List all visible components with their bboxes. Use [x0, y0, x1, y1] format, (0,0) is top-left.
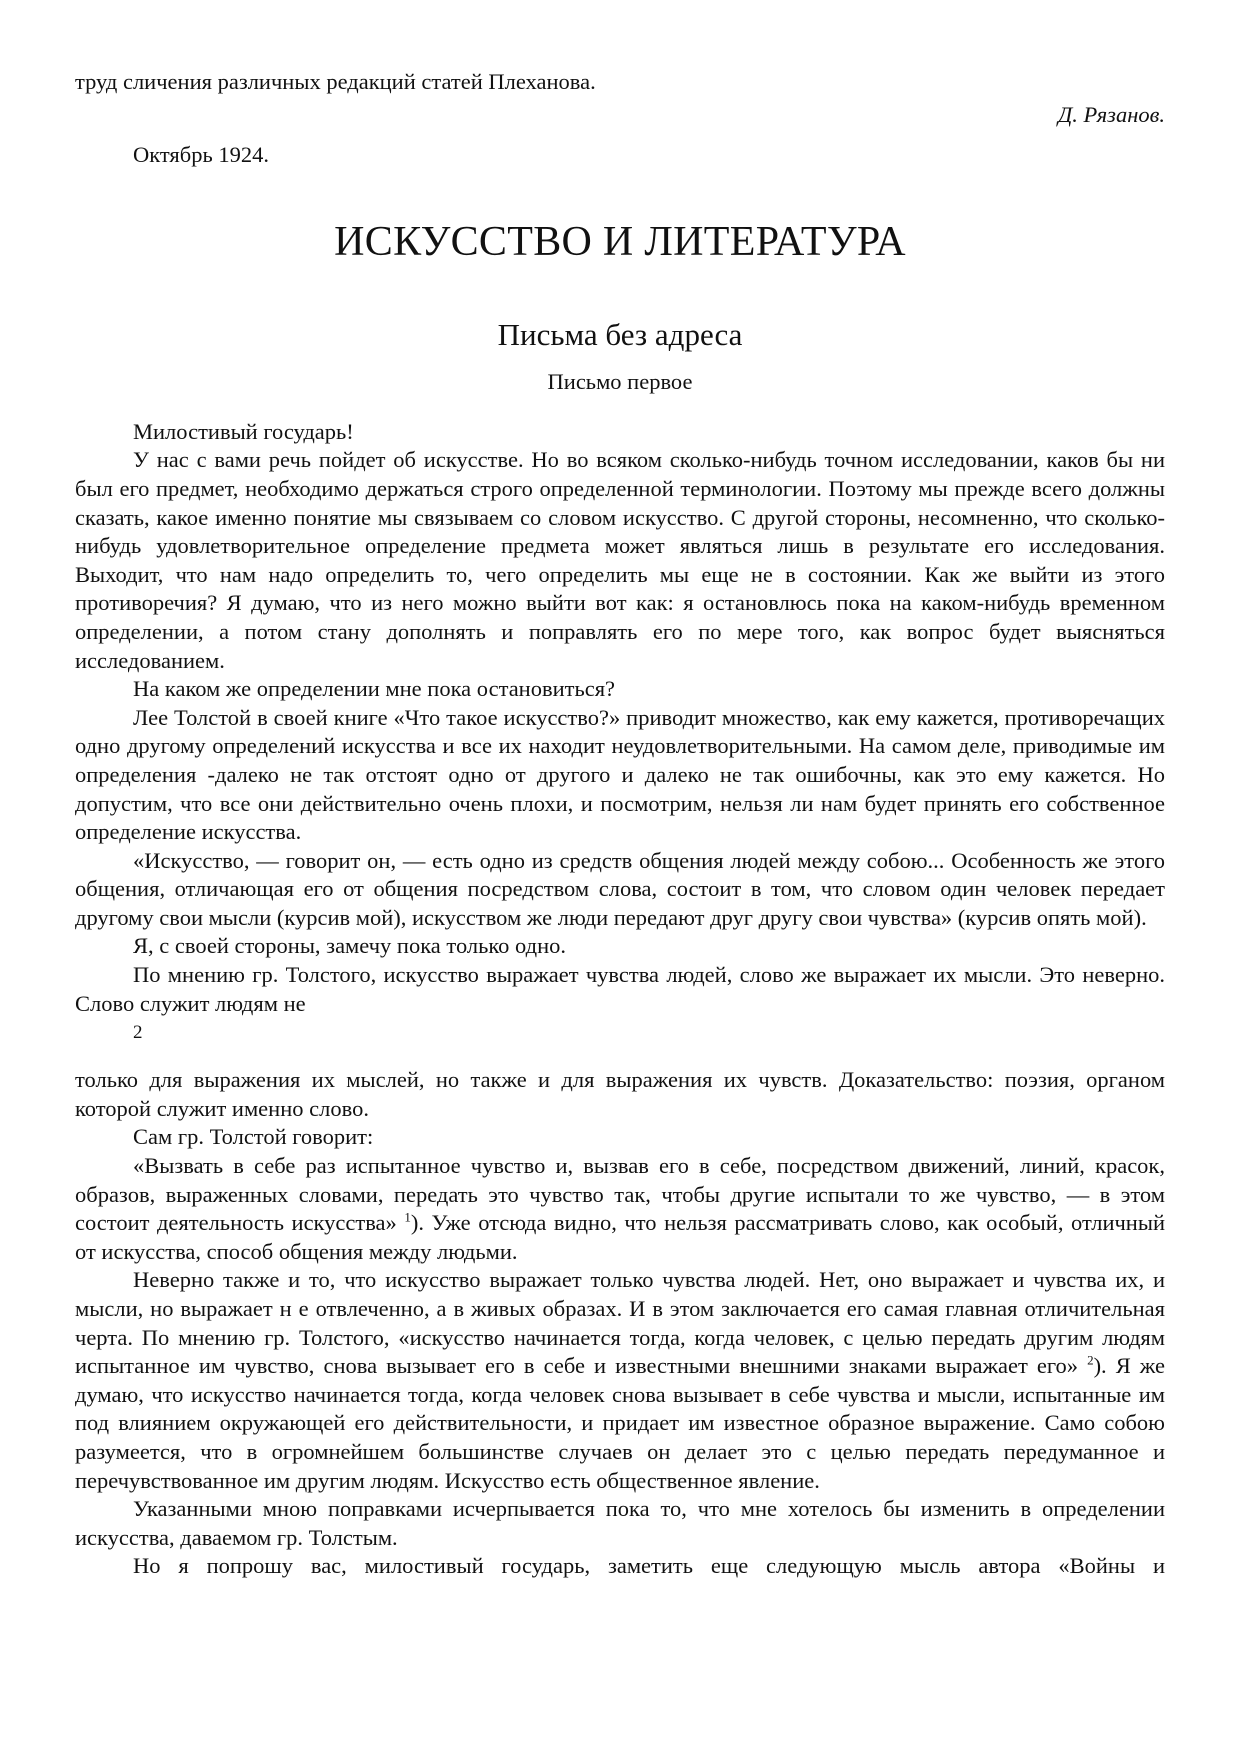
paragraph-text-continuation: ). Я же думаю, что искусство начинается тогда, когда человек снова вызывает в себе чувства и мысли, испытанные им под влиянием окружающей его действительности, и придает им известное образное выражение. Само собою разумеется, что в огромнейшем большинстве случаев он делает это с целью передать передуманное и перечувствованное им другим людям. Искусство есть общественное явление.: [75, 1353, 1165, 1493]
document-page: [75, 68, 1165, 1581]
paragraph: Но я попрошу вас, милостивый государь, заметить еще следующую мысль автора «Войны и: [133, 1553, 1165, 1579]
paragraph: На каком же определении мне пока остановиться?: [133, 676, 616, 702]
paragraph: только для выражения их мыслей, но также и для выражения их чувств. Доказательство: поэзия, органом которой служит именно слово.: [75, 1067, 1165, 1121]
paragraph: Указанными мною поправками исчерпывается пока то, что мне хотелось бы изменить в определении искусства, даваемом гр. Толстым.: [75, 1496, 1165, 1550]
quote-paragraph: [75, 1152, 1165, 1266]
salutation: Милостивый государь!: [133, 418, 354, 444]
paragraph: Я, с своей стороны, замечу пока только одно.: [133, 933, 567, 959]
paragraph: По мнению гр. Толстого, искусство выражает чувства людей, слово же выражает их мысли. Это неверно. Слово служит людям не: [75, 962, 1165, 1016]
paragraph: Лее Толстой в своей книге «Что такое искусство?» приводит множество, как ему кажется, противоречащих одно другому определений искусства и все их находит неудовлетворительными. На самом деле, приводимые им определения -далеко не так отстоят одно от другого и далеко не так ошибочны, как это ему кажется. Но допустим, что все они действительно очень плохи, и посмотрим, нельзя ли нам будет принять его собственное определение искусства.: [75, 704, 1165, 845]
subtitle: Письма без адреса: [497, 316, 743, 352]
paragraph: [75, 1266, 1165, 1495]
page-number: 2: [133, 1022, 143, 1044]
letter-title: Письмо первое: [547, 368, 693, 394]
footnote-ref: 1: [404, 1209, 411, 1225]
paragraph: У нас с вами речь пойдет об искусстве. Но во всяком сколько-нибудь точном исследовании, каков бы ни был его предмет, необходимо держаться строго определенной терминологии. Поэтому мы прежде всего должны сказать, какое именно понятие мы связываем со словом искусство. С другой стороны, несомненно, что сколько-нибудь удовлетворительное определение предмета может являться лишь в результате его исследования. Выходит, что нам надо определить то, чего определить мы еще не в состоянии. Как же выйти из этого противоречия? Я думаю, что из него можно выйти вот как: я остановлюсь пока на каком-нибудь временном определении, а потом стану дополнять и поправлять его по мере того, как вопрос будет выясняться исследованием.: [75, 447, 1165, 673]
paragraph: Сам гр. Толстой говорит:: [133, 1124, 374, 1150]
paragraph: «Искусство, — говорит он, — есть одно из средств общения людей между собою... Особенность же этого общения, отличающая его от общения посредством слова, состоит в том, что словом один человек передает другому свои мысли (курсив мой), искусством же люди передают друг другу свои чувства» (курсив опять мой).: [75, 847, 1165, 930]
top-line: труд сличения различных редакций статей Плеханова.: [75, 69, 596, 94]
date: Октябрь 1924.: [133, 142, 269, 168]
paragraph-text: Неверно также и то, что искусство выражает только чувства людей. Нет, оно выражает и чувства их, и мысли, но выражает н е отвлеченно, а в живых образах. И в этом заключается его самая главная отличительная черта. По мнению гр. Толстого, «искусство начинается тогда, когда человек, с целью передать другим людям испытанное им чувство, снова вызывает его в себе и известными внешними знаками выражает его»: [75, 1267, 1165, 1379]
quote-text-continuation: ). Уже отсюда видно, что нельзя рассматривать слово, как особый, отличный от искусства, способ общения между людьми.: [75, 1210, 1165, 1264]
signature: Д. Рязанов.: [1057, 101, 1165, 127]
footnote-ref: 2: [1087, 1352, 1094, 1368]
quote-text: «Вызвать в себе раз испытанное чувство и, вызвав его в себе, посредством движений, линий, красок, образов, выраженных словами, передать это чувство так, чтобы другие испытали то же чувство, — в этом состоит деятельность искусства»: [75, 1153, 1165, 1236]
page-title: ИСКУССТВО И ЛИТЕРАТУРА: [334, 218, 906, 265]
